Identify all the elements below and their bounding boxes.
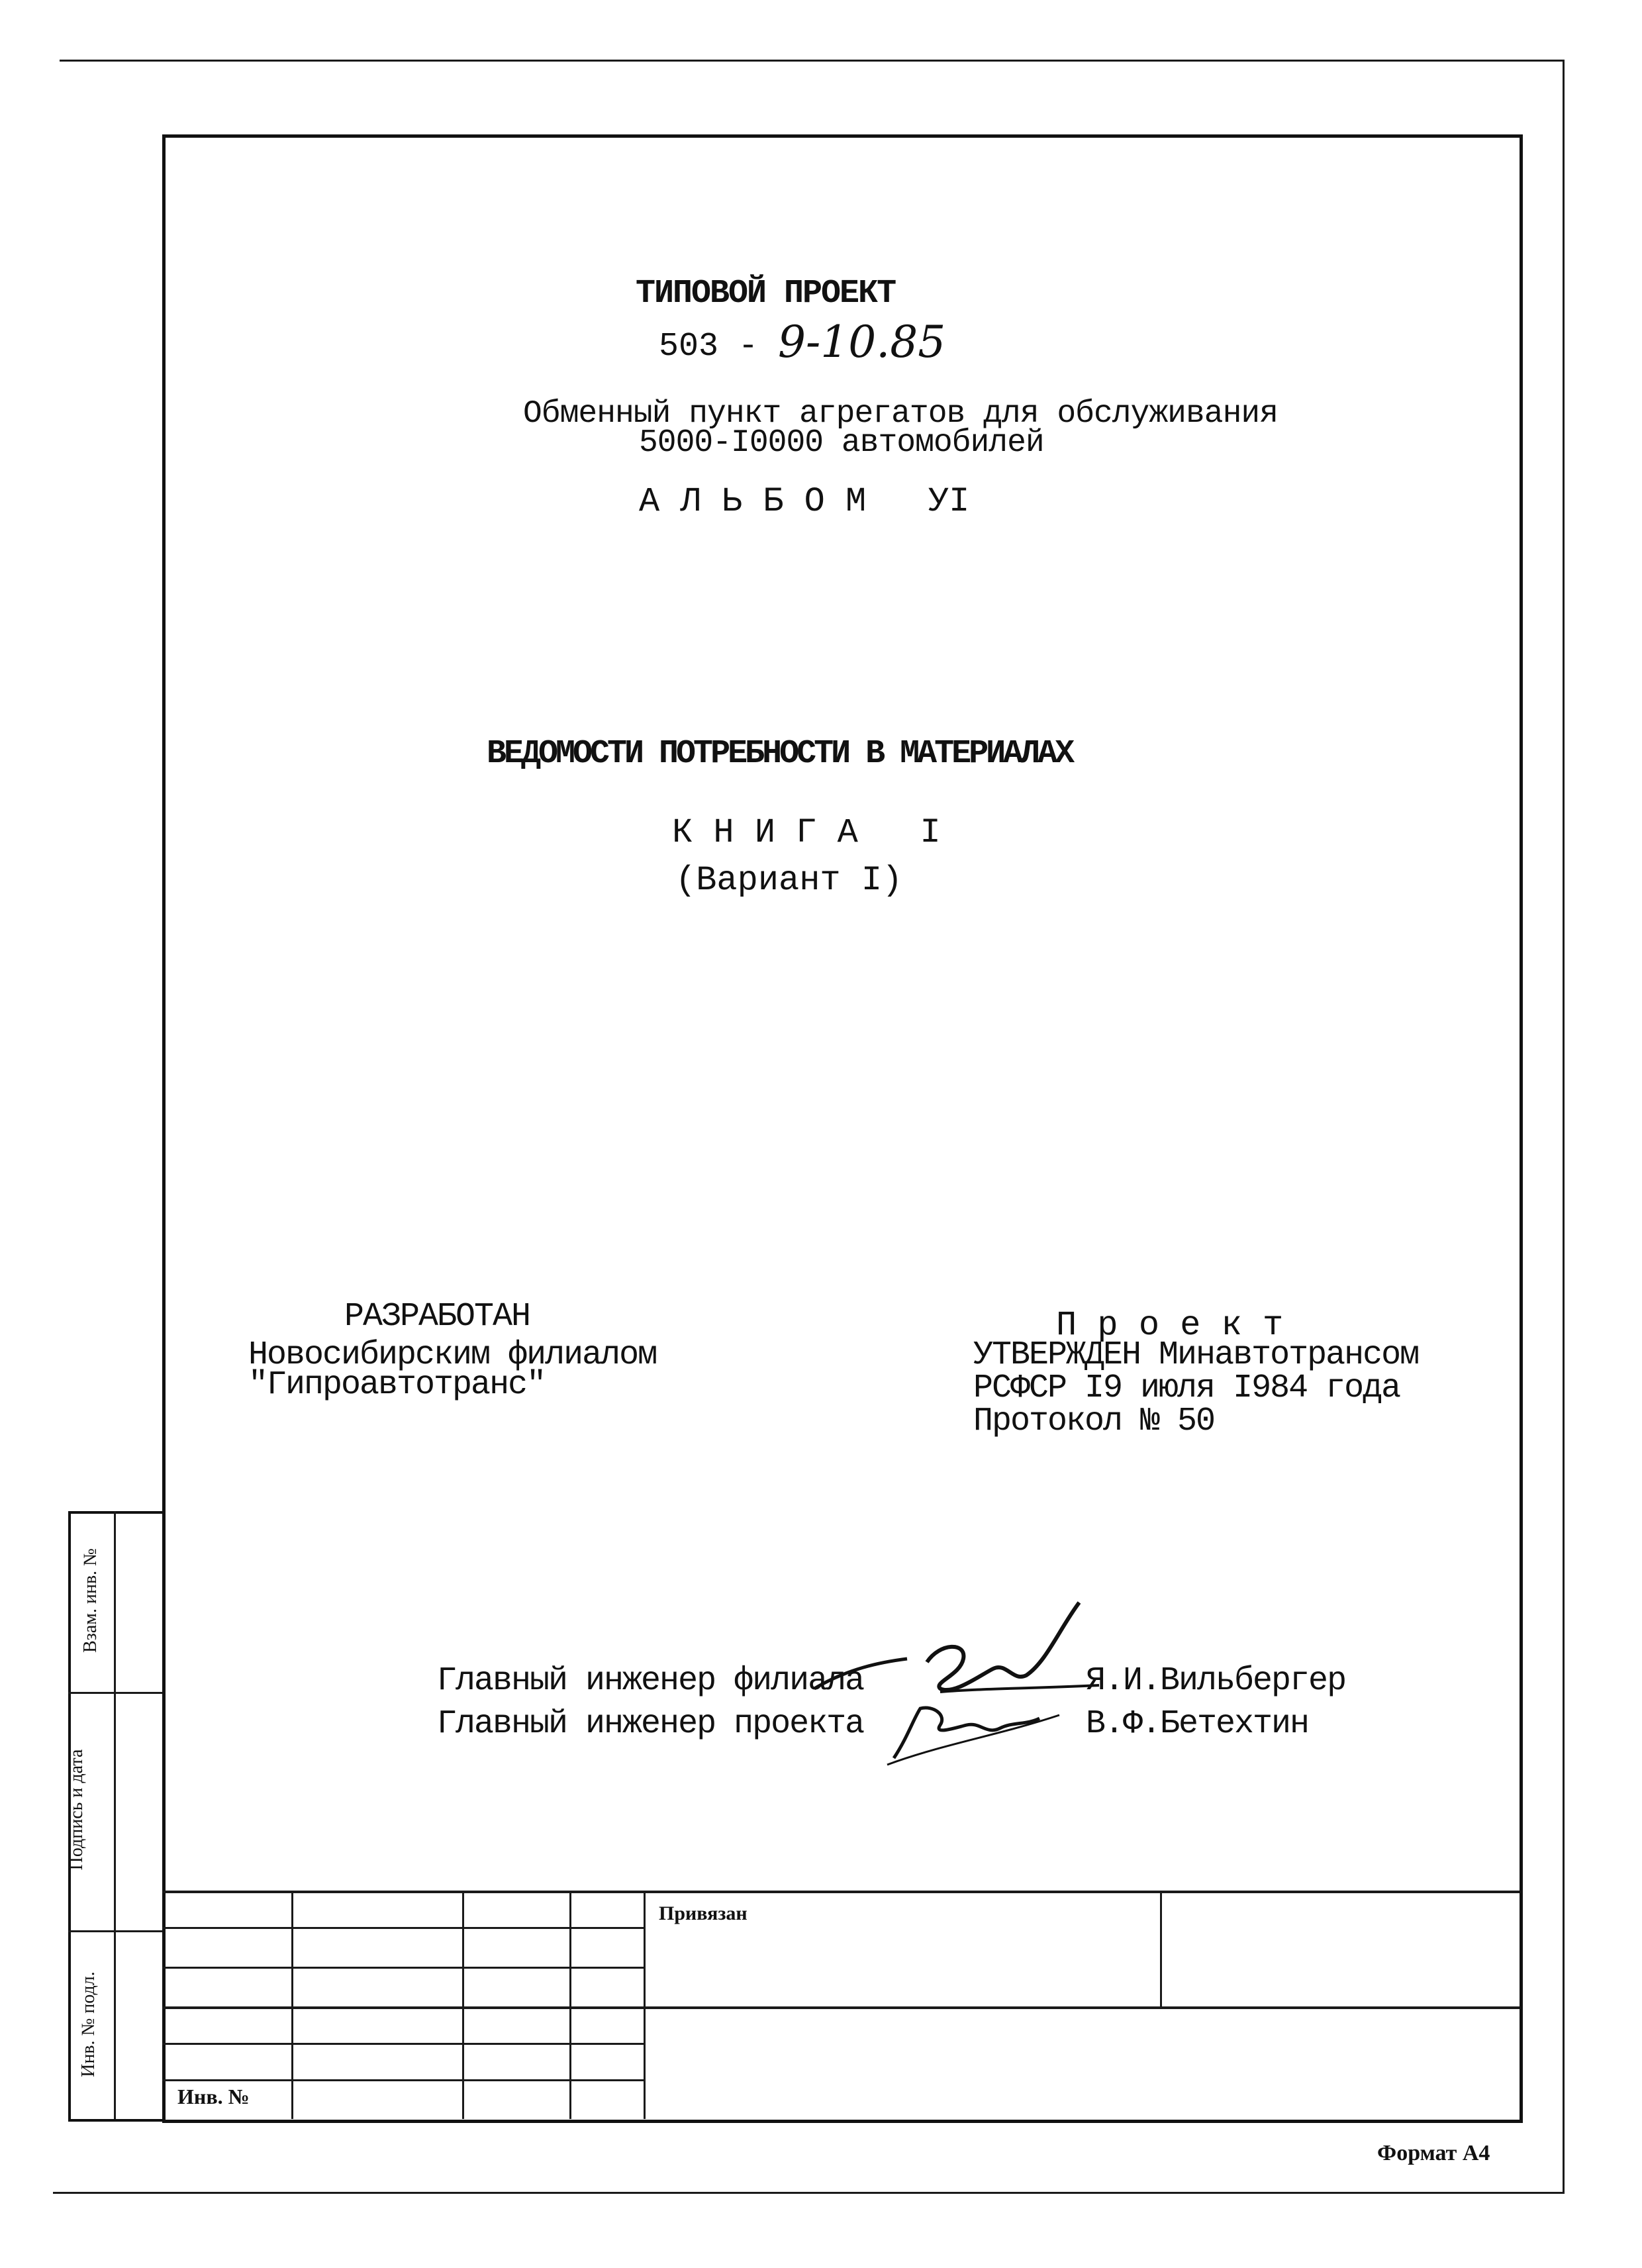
approval-line4: Протокол № 50 bbox=[973, 1403, 1215, 1440]
approval-line1: П р о е к т bbox=[1056, 1306, 1284, 1345]
side-label-vzam-inv: Взам. инв. № bbox=[80, 1548, 101, 1653]
stamp-privyazan-label: Привязан bbox=[659, 1902, 748, 1924]
stamp-inv-no-label: Инв. № bbox=[177, 2085, 250, 2108]
book-variant: (Вариант I) bbox=[675, 861, 903, 900]
bottom-page-line bbox=[53, 2192, 1565, 2194]
book-title: К Н И Г А I bbox=[672, 813, 941, 852]
stamp-row-line-3 bbox=[162, 2006, 1520, 2009]
top-page-line bbox=[60, 60, 1563, 62]
format-label: Формат А4 bbox=[1377, 2141, 1490, 2165]
approval-line3: РСФСР I9 июля I984 года bbox=[973, 1369, 1400, 1407]
developer-line2: "Гипроавтотранс" bbox=[248, 1366, 546, 1404]
side-label-podpis-data: Подпись и дата bbox=[66, 1749, 87, 1871]
side-label-inv-podl: Инв. № подл. bbox=[78, 1971, 99, 2077]
side-strip-divider-vertical bbox=[114, 1511, 116, 2119]
stamp-row-line-5 bbox=[162, 2079, 646, 2081]
stamp-row-line-1 bbox=[162, 1927, 646, 1929]
stamp-col-line-4 bbox=[644, 1891, 646, 2119]
stamp-col-line-3 bbox=[569, 1891, 571, 2119]
project-number-handwritten: 9-10.85 bbox=[778, 317, 946, 368]
stamp-col-line-5 bbox=[1160, 1891, 1162, 2008]
section-heading: ВЕДОМОСТИ ПОТРЕБНОСТИ В МАТЕРИАЛАХ bbox=[487, 735, 1073, 773]
signature-role-1: Главный инженер филиала bbox=[437, 1662, 864, 1700]
signature-mark-2 bbox=[881, 1699, 1066, 1771]
stamp-top-line bbox=[162, 1891, 1520, 1893]
project-type: ТИПОВОЙ ПРОЕКТ bbox=[636, 275, 896, 313]
signature-name-1: Я.И.Вильбергер bbox=[1086, 1662, 1346, 1700]
stamp-col-line-1 bbox=[291, 1891, 293, 2119]
developer-line1: Новосибирским филиалом bbox=[248, 1336, 657, 1374]
stamp-row-line-2 bbox=[162, 1967, 646, 1969]
project-subject-line1: Обменный пункт агрегатов для обслуживания bbox=[523, 396, 1278, 432]
right-page-line bbox=[1563, 60, 1565, 2192]
stamp-col-line-2 bbox=[462, 1891, 464, 2119]
side-strip-divider-2 bbox=[68, 1930, 162, 1932]
project-subject-line2: 5000-I0000 автомобилей bbox=[639, 425, 1044, 461]
stamp-row-line-4 bbox=[162, 2043, 646, 2045]
album-title: А Л Ь Б О М УI bbox=[639, 482, 970, 521]
signature-name-2: В.Ф.Бетехтин bbox=[1086, 1705, 1309, 1743]
signature-mark-1 bbox=[808, 1589, 1112, 1708]
developer-label: РАЗРАБОТАН bbox=[344, 1298, 530, 1336]
signature-role-2: Главный инженер проекта bbox=[437, 1705, 864, 1743]
approval-line2: УТВЕРЖДЕН Минавтотрансом bbox=[973, 1336, 1419, 1374]
project-number-prefix: 503 - bbox=[659, 328, 759, 366]
